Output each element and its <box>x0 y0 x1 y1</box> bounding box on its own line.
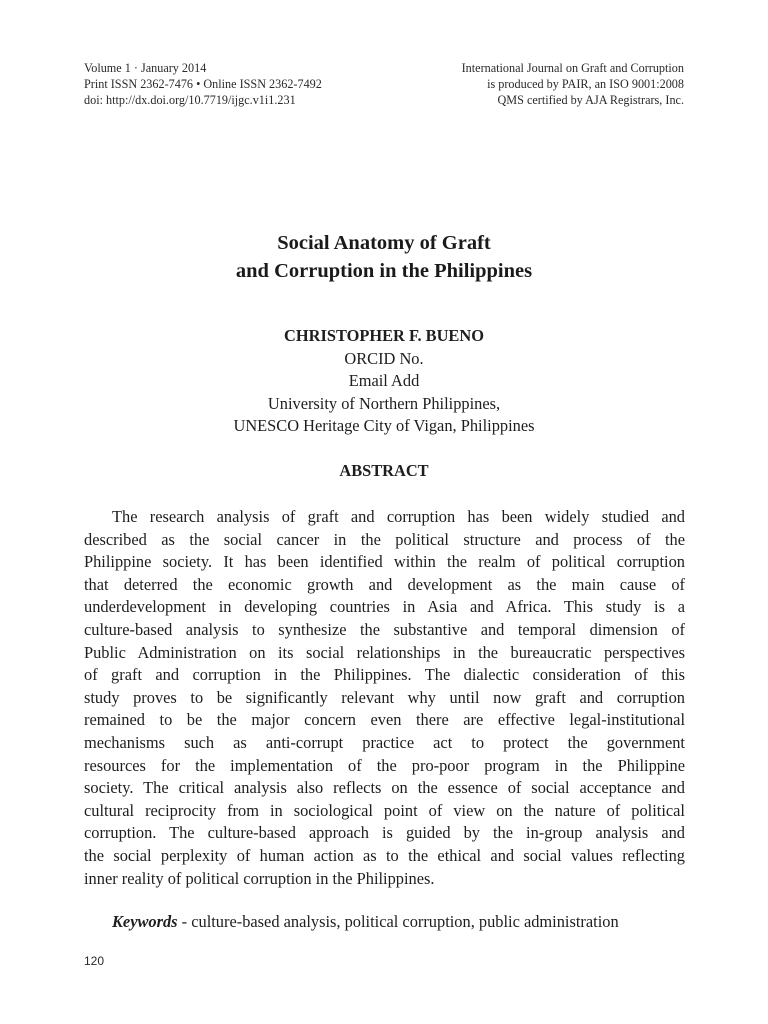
abstract-line: underdevelopment in developing countries in Asia and Africa. This study is a <box>84 597 685 617</box>
journal-info-left <box>84 60 322 108</box>
affiliation-line-1: University of Northern Philippines, <box>267 393 501 413</box>
abstract-line: the social perplexity of human action as to the ethical and social values reflecting <box>84 845 685 865</box>
orcid-label: ORCID No. <box>344 348 424 368</box>
issn-numbers: Print ISSN 2362-7476 • Online ISSN 2362-7492 <box>84 77 322 91</box>
abstract-body <box>84 506 685 890</box>
journal-info-right <box>462 60 684 108</box>
keywords-text: - culture-based analysis, political corruption, public administration <box>177 912 619 931</box>
page-number: 120 <box>84 954 105 968</box>
abstract-line: The research analysis of graft and corruption has been widely studied and <box>112 507 685 526</box>
keywords-label: Keywords <box>112 912 178 931</box>
journal-name: International Journal on Graft and Corruption <box>461 61 684 75</box>
paper-title-line-1: Social Anatomy of Graft <box>277 232 491 254</box>
volume-date: Volume 1 · January 2014 <box>84 61 207 75</box>
abstract-heading: ABSTRACT <box>339 461 429 480</box>
publisher-info: is produced by PAIR, an ISO 9001:2008 <box>487 77 684 91</box>
author-name: CHRISTOPHER F. BUENO <box>284 326 484 345</box>
paper-title-line-2: and Corruption in the Philippines <box>235 260 533 282</box>
abstract-line: Public Administration on its social relationships in the bureaucratic perspectives <box>84 642 685 662</box>
abstract-line: inner reality of political corruption in the Philippines. <box>84 868 435 888</box>
author-block <box>0 325 768 438</box>
keywords-line <box>84 911 685 933</box>
abstract-line: society. The critical analysis also reflects on the essence of social acceptance and <box>84 778 685 798</box>
abstract-line: of graft and corruption in the Philippines. The dialectic consideration of this <box>84 665 685 685</box>
abstract-line: remained to be the major concern even there are effective legal-institutional <box>84 710 685 730</box>
paper-title <box>0 229 768 285</box>
abstract-line: Philippine society. It has been identified within the realm of political corruption <box>84 552 685 572</box>
affiliation-line-2: UNESCO Heritage City of Vigan, Philippines <box>233 416 535 435</box>
abstract-line: mechanisms such as anti-corrupt practice act to protect the government <box>84 732 685 752</box>
abstract-line: that deterred the economic growth and development as the main cause of <box>84 574 685 594</box>
abstract-line: study proves to be significantly relevant why until now graft and corruption <box>84 687 685 707</box>
abstract-line: resources for the implementation of the pro-poor program in the Philippine <box>84 755 685 775</box>
abstract-line: corruption. The culture-based approach is guided by the in-group analysis and <box>84 823 685 843</box>
email-label: Email Add <box>348 371 420 390</box>
certification-info: QMS certified by AJA Registrars, Inc. <box>497 93 684 107</box>
doi-text: doi: http://dx.doi.org/10.7719/ijgc.v1i1.231 <box>84 93 296 107</box>
abstract-line: described as the social cancer in the political structure and process of the <box>84 529 685 549</box>
abstract-line: cultural reciprocity from in sociological point of view on the nature of political <box>84 800 685 820</box>
abstract-line: culture-based analysis to synthesize the substantive and temporal dimension of <box>84 619 685 639</box>
